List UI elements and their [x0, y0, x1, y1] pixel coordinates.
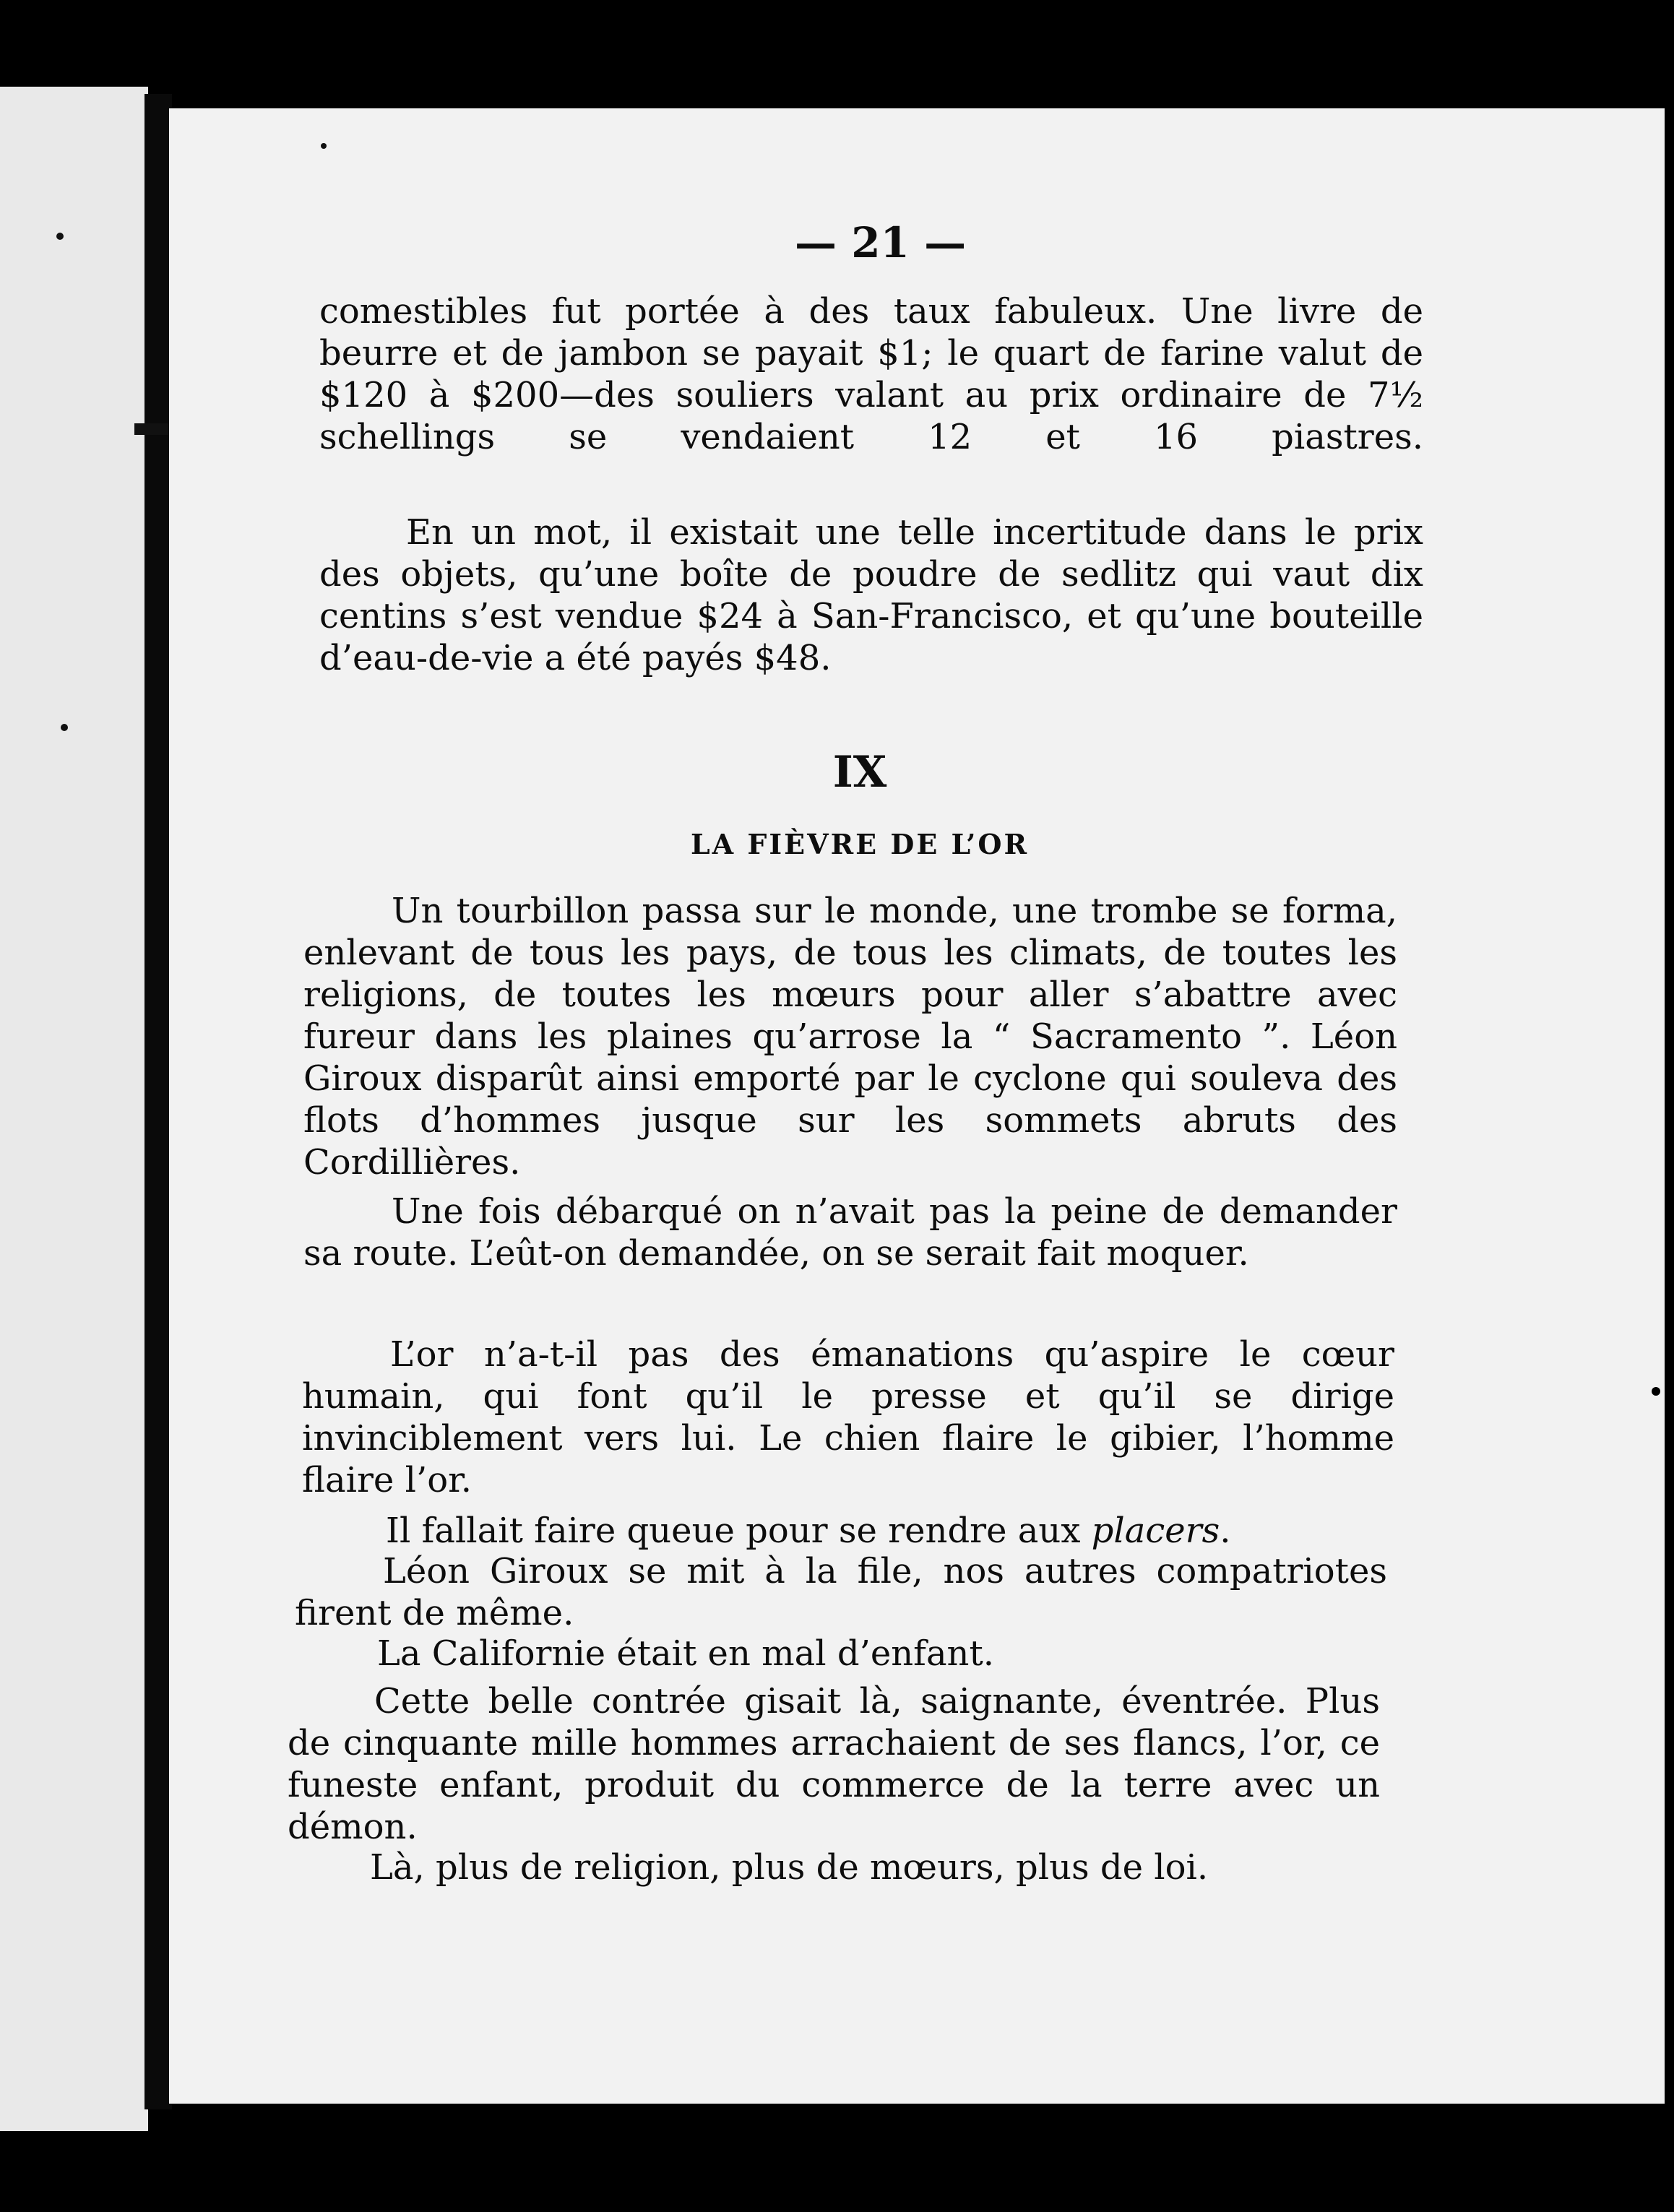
gutter-mark — [134, 423, 171, 435]
paragraph: Un tourbillon passa sur le monde, une trombe se forma, enlevant de tous les pays, de tous les climats, de toutes les religions, de toutes les mœurs pour aller s’abattre avec fureur dans les plaines qu’arrose la “ Sacramento ”. Léon Giroux disparût ainsi emporté par le cyclone qui souleva des flots d’hommes jusque sur les sommets abruts des Cordillières. — [303, 891, 1397, 1183]
paragraph — [298, 1510, 1390, 1552]
chapter-title: LA FIÈVRE DE L’OR — [690, 828, 1030, 860]
paragraph-text: . — [1220, 1511, 1231, 1551]
paragraph: Une fois débarqué on n’avait pas la peine de demander sa route. L’eût-on demandée, on se serait fait moquer. — [303, 1191, 1397, 1274]
paragraph: Cette belle contrée gisait là, saignante, éventrée. Plus de cinquante mille hommes arrachaient de ses flancs, l’or, ce funeste enfant, produit du commerce de la terre avec un démon. — [288, 1681, 1380, 1847]
scan-speck — [56, 233, 64, 240]
chapter-number: IX — [832, 747, 887, 798]
paragraph: Là, plus de religion, plus de mœurs, plus de loi. — [370, 1847, 1209, 1888]
paragraph: En un mot, il existait une telle incertitude dans le prix des objets, qu’une boîte de poudre de sedlitz qui vaut dix centins s’est vendue $24 à San-Francisco, et qu’une bouteille d’eau-de-vie a été payés $48. — [319, 512, 1423, 678]
previous-page-edge — [0, 87, 148, 2131]
paragraph: comestibles fut portée à des taux fabuleux. Une livre de beurre et de jambon se payait $1; le quart de farine valut de $120 à $200—des souliers valant au prix ordinaire de 7½ schellings se vendaient 12 et 16 piastres. — [319, 291, 1423, 457]
book-gutter — [144, 94, 172, 2109]
scan-speck — [1652, 1387, 1660, 1396]
paragraph: La Californie était en mal d’enfant. — [377, 1633, 995, 1674]
scan-speck — [321, 143, 327, 149]
scan-speck — [61, 724, 68, 731]
paragraph: Léon Giroux se mit à la file, nos autres compatriotes firent de même. — [295, 1551, 1387, 1633]
italic-term: placers — [1091, 1511, 1220, 1551]
paragraph-text: Il fallait faire queue pour se rendre aux — [386, 1511, 1092, 1551]
paragraph: L’or n’a-t-il pas des émanations qu’aspire le cœur humain, qui font qu’il le presse et qu’il se dirige invinciblement vers lui. Le chien flaire le gibier, l’homme flaire l’or. — [302, 1334, 1394, 1500]
page-number: — 21 — — [795, 218, 967, 267]
